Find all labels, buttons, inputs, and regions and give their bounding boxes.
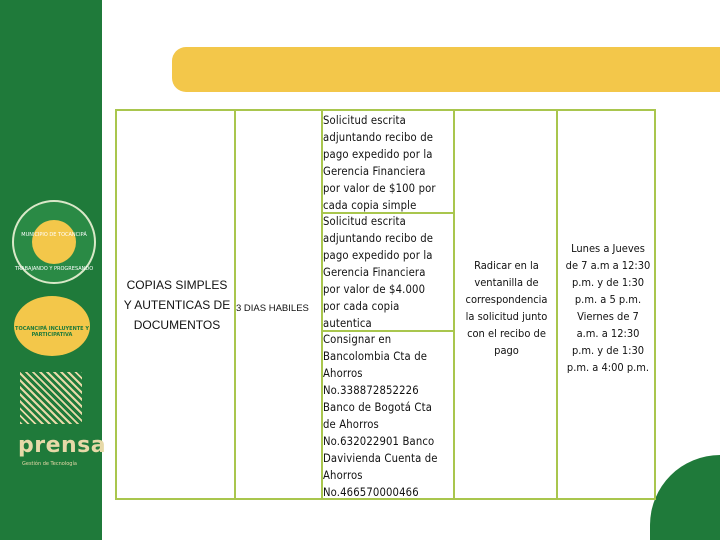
corner-decoration [650, 455, 720, 540]
cost-autentica-line: por valor de $4.000 [323, 283, 426, 296]
radicar-line: la solicitud junto [465, 310, 548, 323]
radicar-line: con el recibo de [467, 327, 546, 340]
cost-autentica-line: pago expedido por la [323, 249, 433, 262]
consignar-cell [323, 331, 453, 501]
grid-top [115, 109, 656, 111]
horario-cell [558, 240, 658, 376]
badge-text: TOCANCIPÁ INCLUYENTE Y PARTICIPATIVA [15, 326, 89, 338]
horario-line: p.m. y de 1:30 [571, 276, 645, 289]
horario-line: de 7 a.m a 12:30 [565, 259, 651, 272]
cost-simple-line: pago expedido por la [323, 148, 433, 161]
consignar-line: No.338872852226 [323, 384, 419, 397]
cost-autentica-line: Solicitud escrita [323, 215, 406, 228]
horario-line: Lunes a Jueves [571, 242, 645, 255]
seal-motto: TRABAJANDO Y PROGRESANDO [14, 266, 94, 272]
consignar-line: No.632022901 Banco [323, 435, 435, 448]
radicar-line: pago [494, 344, 519, 357]
seal-text: MUNICIPIO DE TOCANCIPÁ [21, 232, 87, 238]
radicar-line: correspondencia [465, 293, 548, 306]
cost-simple-cell [323, 112, 453, 214]
cost-autentica-line: autentica [323, 317, 372, 330]
radicar-line: Radicar en la [474, 259, 539, 272]
consignar-line: No.466570000466 [323, 486, 419, 499]
cost-simple-line: cada copia simple [323, 199, 417, 212]
cost-simple-line: adjuntando recibo de [323, 131, 434, 144]
tramite-title [112, 275, 242, 335]
sidebar [0, 0, 107, 540]
title-line-1: COPIAS SIMPLES [126, 278, 228, 292]
horario-line: p.m. y de 1:30 [571, 344, 645, 357]
cost-simple-line: Solicitud escrita [323, 114, 406, 127]
prensa-pattern-icon [20, 372, 82, 424]
radicar-line: ventanilla de [474, 276, 539, 289]
horario-line: a.m. a 12:30 [576, 327, 640, 340]
prensa-subtitle: Gestión de Tecnología [22, 461, 77, 467]
consignar-line: Consignar en [323, 333, 392, 346]
consignar-line: Davivienda Cuenta de [323, 452, 438, 465]
consignar-line: de Ahorros [323, 418, 379, 431]
tipo-duracion: 3 DIAS HABILES [236, 303, 309, 314]
horario-line: p.m. a 5 p.m. [574, 293, 642, 306]
prensa-logo: prensa [18, 433, 107, 458]
consignar-line: Ahorros [323, 367, 363, 380]
consignar-line: Banco de Bogotá Cta [323, 401, 433, 414]
consignar-line: Ahorros [323, 469, 363, 482]
header-banner [172, 47, 720, 92]
cost-simple-line: Gerencia Financiera [323, 165, 426, 178]
radicar-cell [455, 257, 558, 359]
consignar-line: Bancolombia Cta de [323, 350, 428, 363]
cost-autentica-cell [323, 213, 453, 332]
horario-line: p.m. a 4:00 p.m. [566, 361, 650, 374]
tocancipa-badge-icon [14, 296, 90, 356]
seal-emblem-icon [32, 220, 76, 264]
municipality-seal-icon [12, 200, 96, 284]
cost-simple-line: por valor de $100 por [323, 182, 436, 195]
cost-autentica-line: Gerencia Financiera [323, 266, 426, 279]
title-line-3: DOCUMENTOS [133, 318, 221, 332]
cost-autentica-line: por cada copia [323, 300, 400, 313]
horario-line: Viernes de 7 [577, 310, 639, 323]
cost-autentica-line: adjuntando recibo de [323, 232, 434, 245]
title-line-2: Y AUTENTICAS DE [123, 298, 231, 312]
